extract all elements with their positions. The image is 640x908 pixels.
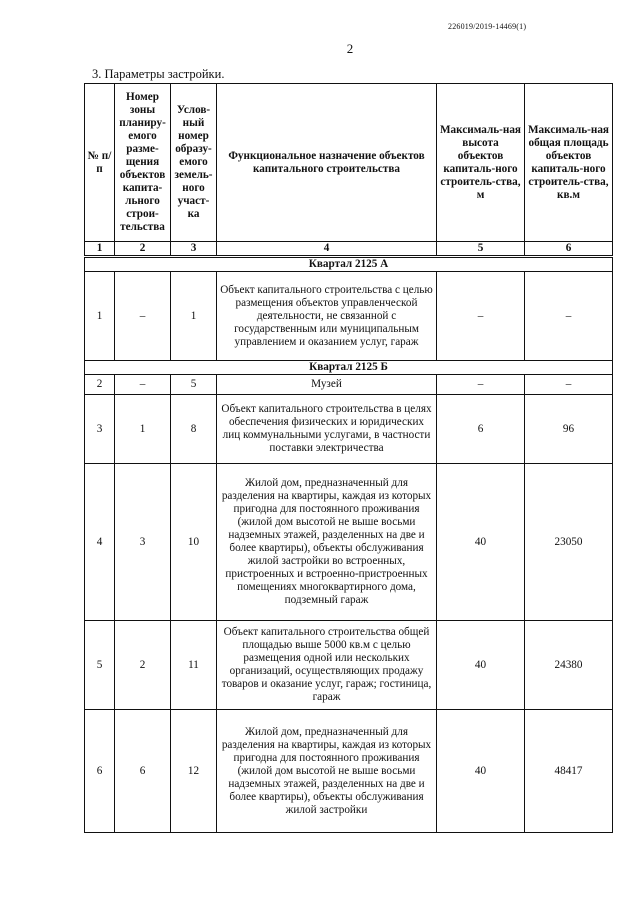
column-index-row	[85, 242, 613, 257]
block-title: Квартал 2125 А	[85, 257, 613, 272]
block-title: Квартал 2125 Б	[85, 361, 613, 375]
max-area-value: 24380	[525, 621, 613, 710]
purpose-text: Объект капитального строительства общей площадью выше 5000 кв.м с целью размещения одной или нескольких организаций, осуществляющих продажу товаров и оказание услуг, гараж; гостиница, гараж	[217, 621, 437, 710]
table-row	[85, 621, 613, 710]
max-area-value: 23050	[525, 464, 613, 621]
column-header-max-area: Максималь-ная общая площадь объектов капиталь-ного строитель-ства, кв.м	[525, 84, 613, 242]
column-index: 5	[437, 242, 525, 257]
zone-number: –	[115, 272, 171, 361]
table-header-row	[85, 84, 613, 242]
column-header-zone: Номер зоны планиру-емого разме-щения объектов капита-льного строи-тельства	[115, 84, 171, 242]
block-header-row	[85, 361, 613, 375]
row-number: 1	[85, 272, 115, 361]
purpose-text: Музей	[217, 375, 437, 395]
purpose-text: Жилой дом, предназначенный для разделения на квартиры, каждая из которых пригодна для постоянного проживания (жилой дом высотой не выше восьми надземных этажей, разделенных на две и более квартиры), объекты обслуживания жилой застройки	[217, 710, 437, 833]
block-header-row	[85, 257, 613, 272]
purpose-text: Жилой дом, предназначенный для разделения на квартиры, каждая из которых пригодна для постоянного проживания (жилой дом высотой не выше восьми надземных этажей, разделенных на две и более квартиры), объекты обслуживания жилой застройки во встроенных, пристроенных и встроенно-пристроенных помещениях многоквартирного дома, подземный гараж	[217, 464, 437, 621]
table-row	[85, 395, 613, 464]
max-height-value: –	[437, 272, 525, 361]
column-header-purpose: Функциональное назначение объектов капитального строительства	[217, 84, 437, 242]
section-title: 3. Параметры застройки.	[92, 67, 225, 81]
zone-number: 6	[115, 710, 171, 833]
column-index: 3	[171, 242, 217, 257]
purpose-text: Объект капитального строительства в целях обеспечения физических и юридических лиц коммунальными услугами, в частности поставки электричества	[217, 395, 437, 464]
max-area-value: 96	[525, 395, 613, 464]
column-index: 1	[85, 242, 115, 257]
column-header-plot: Услов-ный номер образу-емого земель-ного участ-ка	[171, 84, 217, 242]
zone-number: 3	[115, 464, 171, 621]
page-bottom-margin	[84, 868, 614, 908]
column-index: 4	[217, 242, 437, 257]
zone-number: 2	[115, 621, 171, 710]
purpose-text: Объект капитального строительства с целью размещения объектов управленческой деятельности, не связанной с государственным или муниципальным управлением и оказанием услуг, гараж	[217, 272, 437, 361]
max-area-value: –	[525, 375, 613, 395]
page-number: 2	[346, 41, 354, 56]
max-height-value: 6	[437, 395, 525, 464]
row-number: 3	[85, 395, 115, 464]
max-height-value: 40	[437, 621, 525, 710]
table-row	[85, 272, 613, 361]
plot-number: 12	[171, 710, 217, 833]
table-row	[85, 464, 613, 621]
column-header-max-height: Максималь-ная высота объектов капиталь-ного строитель-ства, м	[437, 84, 525, 242]
max-height-value: –	[437, 375, 525, 395]
row-number: 2	[85, 375, 115, 395]
column-header-number: № п/п	[85, 84, 115, 242]
row-number: 6	[85, 710, 115, 833]
plot-number: 5	[171, 375, 217, 395]
max-area-value: 48417	[525, 710, 613, 833]
zone-number: –	[115, 375, 171, 395]
plot-number: 8	[171, 395, 217, 464]
table-row	[85, 375, 613, 395]
column-index: 2	[115, 242, 171, 257]
plot-number: 10	[171, 464, 217, 621]
plot-number: 1	[171, 272, 217, 361]
row-number: 4	[85, 464, 115, 621]
zone-number: 1	[115, 395, 171, 464]
max-area-value: –	[525, 272, 613, 361]
max-height-value: 40	[437, 464, 525, 621]
max-height-value: 40	[437, 710, 525, 833]
plot-number: 11	[171, 621, 217, 710]
document-number: 226019/2019-14469(1)	[448, 22, 527, 31]
column-index: 6	[525, 242, 613, 257]
building-parameters-table	[84, 83, 613, 833]
table-row	[85, 710, 613, 833]
row-number: 5	[85, 621, 115, 710]
